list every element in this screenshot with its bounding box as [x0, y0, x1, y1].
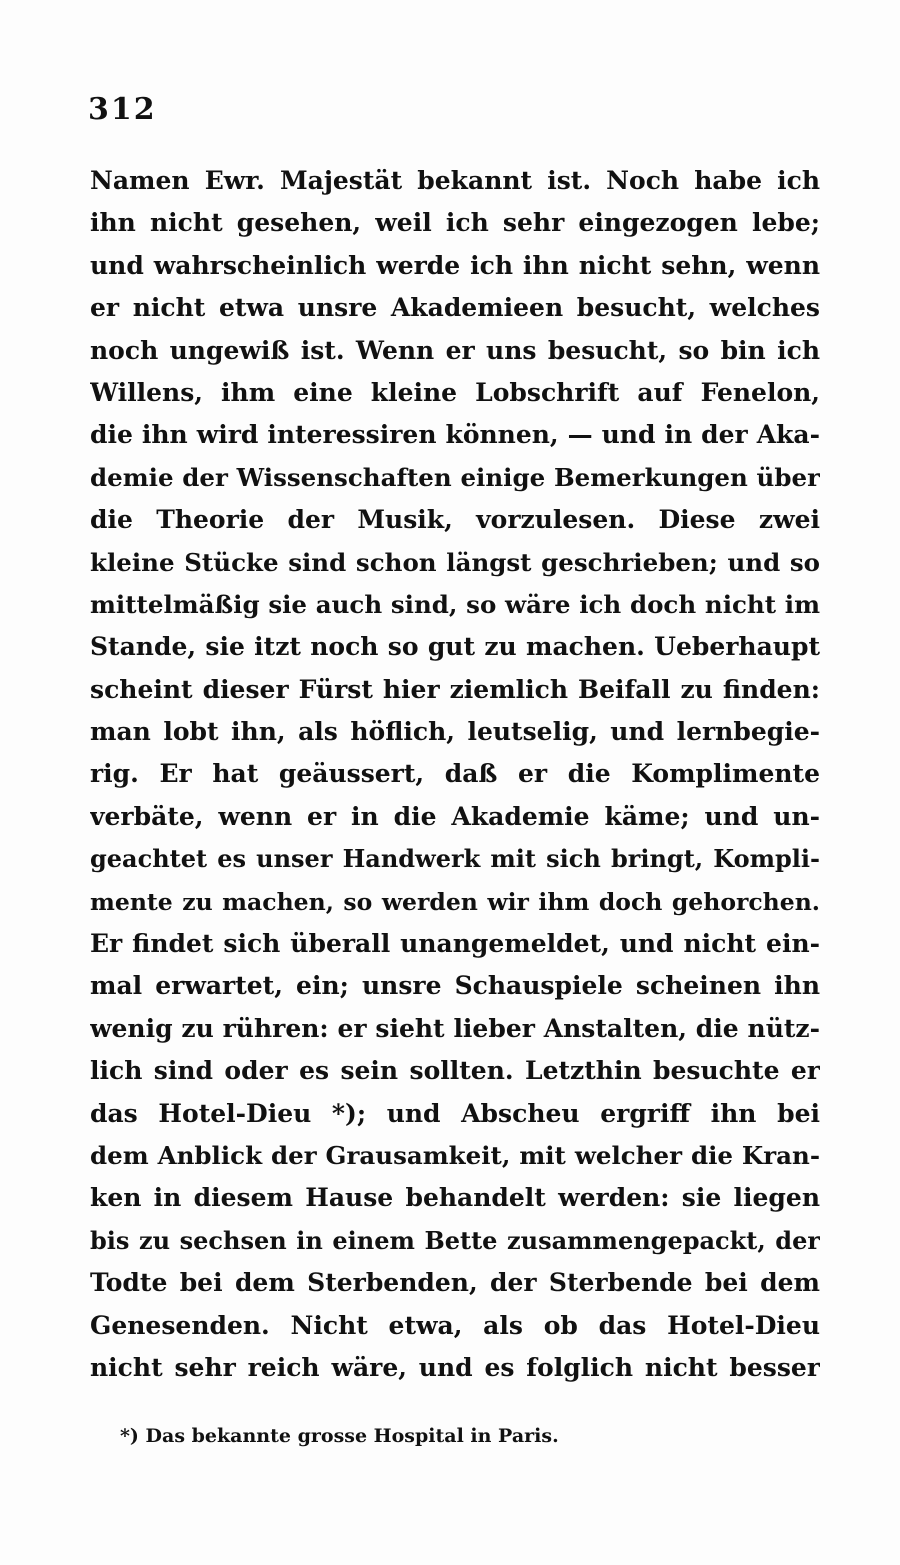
- text-line: lich sind oder es sein sollten. Letzthin besuchte er: [90, 1056, 820, 1086]
- text-line: kleine Stücke sind schon längst geschrieben; und so: [90, 547, 820, 577]
- text-line: die ihn wird interessiren können, — und in der Aka-: [90, 420, 820, 450]
- footnote: *) Das bekannte grosse Hospital in Paris.: [120, 1425, 559, 1447]
- text-line: Willens, ihm eine kleine Lobschrift auf Fenelon,: [90, 377, 820, 407]
- text-line: Namen Ewr. Majestät bekannt ist. Noch habe ich: [90, 166, 820, 195]
- text-line: demie der Wissenschaften einige Bemerkungen über: [90, 462, 820, 492]
- text-line: man lobt ihn, als höflich, leutselig, und lernbegie-: [90, 717, 820, 747]
- text-line: Stande, sie itzt noch so gut zu machen. Ueberhaupt: [90, 632, 820, 662]
- text-line: nicht sehr reich wäre, und es folglich nicht besser: [90, 1352, 820, 1382]
- text-line: Er findet sich überall unangemeldet, und nicht ein-: [90, 929, 820, 959]
- text-line: die Theorie der Musik, vorzulesen. Diese zwei: [90, 505, 820, 535]
- body-text: [90, 160, 820, 1389]
- text-line: verbäte, wenn er in die Akademie käme; und un-: [90, 801, 820, 831]
- text-line: ihn nicht gesehen, weil ich sehr eingezogen lebe;: [90, 208, 820, 238]
- text-line: geachtet es unser Handwerk mit sich bringt, Kompli-: [90, 844, 820, 874]
- text-line: mittelmäßig sie auch sind, so wäre ich doch nicht im: [90, 589, 820, 619]
- text-line: und wahrscheinlich werde ich ihn nicht sehn, wenn: [90, 250, 820, 280]
- text-line: mal erwartet, ein; unsre Schauspiele scheinen ihn: [90, 971, 820, 1001]
- text-line: Genesenden. Nicht etwa, als ob das Hotel-Dieu: [90, 1310, 820, 1340]
- text-line: das Hotel-Dieu *); und Abscheu ergriff ihn bei: [90, 1098, 820, 1128]
- text-line: Todte bei dem Sterbenden, der Sterbende bei dem: [90, 1268, 820, 1298]
- text-line: noch ungewiß ist. Wenn er uns besucht, so bin ich: [90, 335, 820, 365]
- text-line: dem Anblick der Grausamkeit, mit welcher die Kran-: [90, 1140, 820, 1170]
- text-line: bis zu sechsen in einem Bette zusammengepackt, der: [90, 1225, 820, 1255]
- text-line: scheint dieser Fürst hier ziemlich Beifall zu finden:: [90, 674, 820, 704]
- text-line: rig. Er hat geäussert, daß er die Komplimente: [90, 759, 820, 789]
- text-line: mente zu machen, so werden wir ihm doch gehorchen.: [90, 887, 820, 916]
- text-line: er nicht etwa unsre Akademieen besucht, welches: [90, 293, 820, 323]
- page-number: 312: [88, 92, 157, 127]
- text-line: ken in diesem Hause behandelt werden: sie liegen: [90, 1183, 820, 1213]
- text-line: wenig zu rühren: er sieht lieber Anstalten, die nütz-: [90, 1013, 820, 1043]
